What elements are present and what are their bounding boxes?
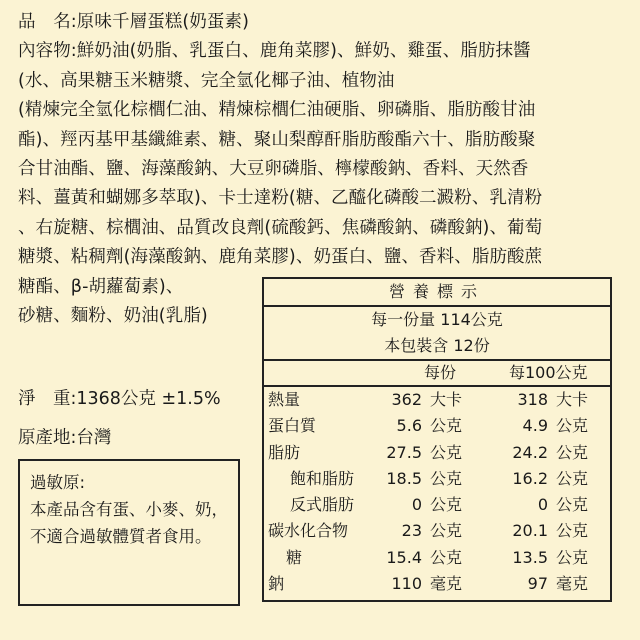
per-100g-unit: 毫克 — [556, 574, 589, 594]
nutrition-row — [264, 492, 610, 518]
nutrition-row — [264, 387, 610, 413]
nutrient-label: 反式脂肪 — [290, 495, 355, 515]
nutrition-row — [264, 413, 610, 439]
nutrient-label: 脂肪 — [268, 442, 301, 462]
per-serving-unit: 大卡 — [430, 390, 463, 409]
nutrition-column-header — [264, 361, 610, 387]
per-100g-unit: 公克 — [556, 521, 589, 541]
per-100g-value: 16.2 — [512, 468, 548, 488]
per-serving-value: 15.4 — [386, 547, 422, 567]
nutrient-label: 飽和脂肪 — [290, 468, 355, 488]
per-serving-header: 每份 — [424, 363, 457, 382]
ingredients-line: (精煉完全氫化棕櫚仁油、精煉棕櫚仁油硬脂、卵磷脂、脂肪酸甘油 — [18, 100, 536, 121]
nutrient-label: 熱量 — [268, 390, 301, 409]
per-100g-value: 318 — [517, 390, 548, 409]
per-serving-unit: 毫克 — [430, 574, 463, 594]
ingredients-line: 酯)、羥丙基甲基纖維素、糖、聚山梨醇酐脂肪酸酯六十、脂肪酸聚 — [18, 129, 536, 150]
per-serving-unit: 公克 — [430, 468, 463, 488]
per-100g-unit: 公克 — [556, 495, 589, 515]
per-serving-value: 0 — [411, 495, 422, 515]
per-100g-value: 0 — [537, 495, 548, 515]
nutrient-label: 糖 — [286, 547, 303, 567]
servings-per-package: 本包裝含 12份 — [264, 333, 610, 361]
nutrient-label: 碳水化合物 — [268, 521, 349, 541]
ingredients-line: 合甘油酯、鹽、海藻酸鈉、大豆卵磷脂、檸檬酸鈉、香料、天然香 — [18, 159, 529, 180]
origin: 原產地:台灣 — [18, 428, 112, 448]
allergen-title: 過敏原: — [30, 473, 86, 492]
per-100g-value: 97 — [527, 574, 548, 594]
per-serving-value: 18.5 — [386, 468, 422, 488]
nutrition-row — [264, 518, 610, 544]
per-serving-value: 5.6 — [396, 416, 422, 436]
per-serving-value: 362 — [391, 390, 422, 409]
serving-size: 每一份量 114公克 — [371, 310, 503, 329]
nutrition-row — [264, 571, 610, 597]
per-serving-unit: 公克 — [430, 547, 463, 567]
per-serving-value: 27.5 — [386, 442, 422, 462]
nutrition-title: 營養標示 — [264, 279, 610, 307]
ingredients-line: 糖漿、粘稠劑(海藻酸鈉、鹿角菜膠)、奶蛋白、鹽、香料、脂肪酸蔗 — [18, 247, 543, 268]
per-100g-header: 每100公克 — [509, 363, 588, 382]
product-name-line: 品 名:原味千層蛋糕(奶蛋素) — [18, 12, 250, 32]
per-serving-unit: 公克 — [430, 521, 463, 541]
per-serving-unit: 公克 — [430, 442, 463, 462]
per-100g-unit: 公克 — [556, 468, 589, 488]
per-100g-value: 24.2 — [512, 442, 548, 462]
nutrition-rows — [264, 387, 610, 597]
per-100g-unit: 公克 — [556, 416, 589, 436]
nutrition-row — [264, 466, 610, 492]
nutrition-row — [264, 440, 610, 466]
net-weight: 淨 重:1368公克 ±1.5% — [18, 389, 221, 409]
nutrition-row — [264, 545, 610, 571]
ingredients-line: (水、高果糖玉米糖漿、完全氫化椰子油、植物油 — [18, 70, 395, 91]
allergen-text: 本產品含有蛋、小麥、奶，不適合過敏體質者食用。 — [30, 500, 228, 546]
per-100g-value: 20.1 — [512, 521, 548, 541]
nutrition-facts-table — [262, 277, 612, 602]
per-serving-value: 23 — [401, 521, 422, 541]
ingredients-line: 料、薑黃和蝴娜多萃取)、卡士達粉(糖、乙醯化磷酸二澱粉、乳清粉 — [18, 188, 543, 209]
ingredients-line: 內容物:鮮奶油(奶脂、乳蛋白、鹿角菜膠)、鮮奶、雞蛋、脂肪抹醬 — [18, 41, 531, 62]
per-100g-unit: 大卡 — [556, 390, 589, 409]
per-100g-unit: 公克 — [556, 442, 589, 462]
ingredients-line: 、右旋糖、棕櫚油、品質改良劑(硫酸鈣、焦磷酸鈉、磷酸鈉)、葡萄 — [18, 217, 543, 238]
allergen-box — [18, 459, 240, 606]
ingredients-line: 糖酯、β-胡蘿蔔素)、 — [18, 276, 184, 297]
nutrient-label: 蛋白質 — [268, 416, 317, 436]
per-100g-unit: 公克 — [556, 547, 589, 567]
per-100g-value: 13.5 — [512, 547, 548, 567]
nutrient-label: 鈉 — [268, 574, 285, 594]
per-serving-unit: 公克 — [430, 416, 463, 436]
per-serving-value: 110 — [391, 574, 422, 594]
per-serving-unit: 公克 — [430, 495, 463, 515]
per-100g-value: 4.9 — [522, 416, 548, 436]
ingredients-line: 砂糖、麵粉、奶油(乳脂) — [18, 306, 208, 327]
